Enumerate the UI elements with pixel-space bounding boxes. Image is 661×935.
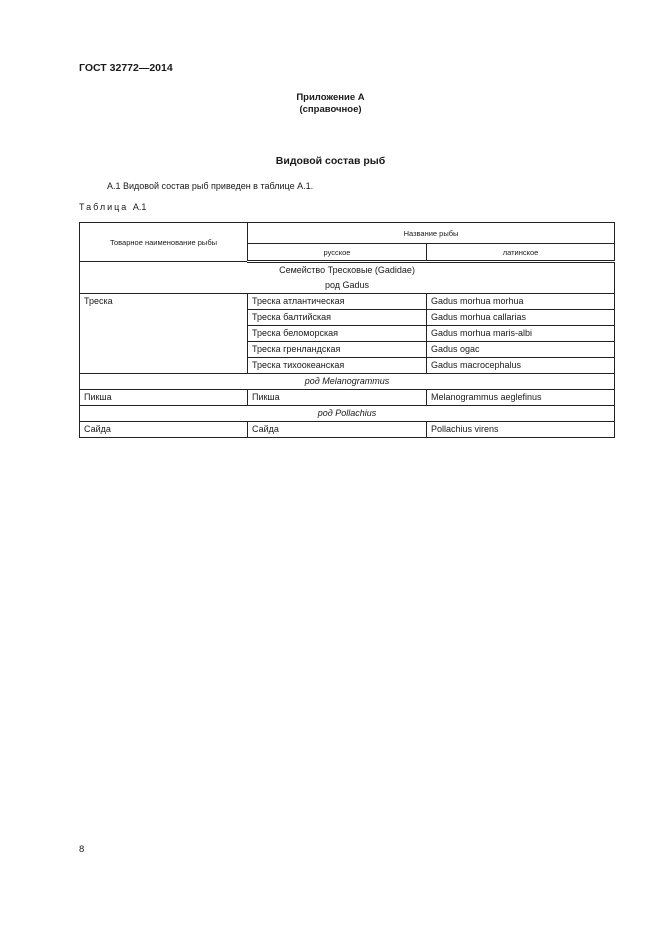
latin-name-cell: Gadus ogac <box>427 342 615 358</box>
latin-name-cell: Pollachius virens <box>427 422 615 438</box>
genus-name: род Pollachius <box>80 406 615 422</box>
appendix-subtitle: (справочное) <box>299 104 362 115</box>
species-table <box>79 222 615 438</box>
russian-name-cell: Треска беломорская <box>248 326 427 342</box>
russian-name-cell: Треска атлантическая <box>248 294 427 310</box>
trade-name-cell: Пикша <box>80 390 248 406</box>
header-fish-name: Название рыбы <box>248 223 615 244</box>
trade-name-cell: Треска <box>80 294 248 374</box>
table-header-row-1 <box>80 223 615 244</box>
document-code: ГОСТ 32772—2014 <box>79 62 173 74</box>
header-trade-name: Товарное наименование рыбы <box>80 223 248 262</box>
latin-name-cell: Melanogrammus aeglefinus <box>427 390 615 406</box>
russian-name-cell: Треска гренландская <box>248 342 427 358</box>
table-row <box>80 390 615 406</box>
section-title: Видовой состав рыб <box>275 155 386 167</box>
table-row <box>80 294 615 310</box>
russian-name-cell: Треска балтийская <box>248 310 427 326</box>
latin-name-cell: Gadus morhua callarias <box>427 310 615 326</box>
family-name: Семейство Тресковые (Gadidae) <box>279 265 415 275</box>
genus-name: род Gadus <box>324 280 370 290</box>
latin-name-cell: Gadus morhua maris-albi <box>427 326 615 342</box>
table-row <box>80 422 615 438</box>
appendix-title: Приложение А <box>296 92 365 103</box>
trade-name-cell: Сайда <box>80 422 248 438</box>
genus-name: род Melanogrammus <box>80 374 615 390</box>
header-russian: русское <box>248 244 427 262</box>
russian-name-cell: Треска тихоокеанская <box>248 358 427 374</box>
appendix-heading <box>0 92 661 116</box>
russian-name-cell: Сайда <box>248 422 427 438</box>
genus-row <box>80 406 615 422</box>
latin-name-cell: Gadus morhua morhua <box>427 294 615 310</box>
genus-row <box>80 374 615 390</box>
family-row <box>80 262 615 294</box>
table-label-number: А.1 <box>132 202 147 212</box>
table-label <box>79 202 146 212</box>
latin-name-cell: Gadus macrocephalus <box>427 358 615 374</box>
russian-name-cell: Пикша <box>248 390 427 406</box>
table-label-prefix: Таблица <box>79 202 129 212</box>
intro-paragraph: А.1 Видовой состав рыб приведен в таблице А.1. <box>107 181 314 191</box>
family-cell <box>80 262 615 294</box>
page-number: 8 <box>79 844 85 855</box>
header-latin: латинское <box>427 244 615 262</box>
